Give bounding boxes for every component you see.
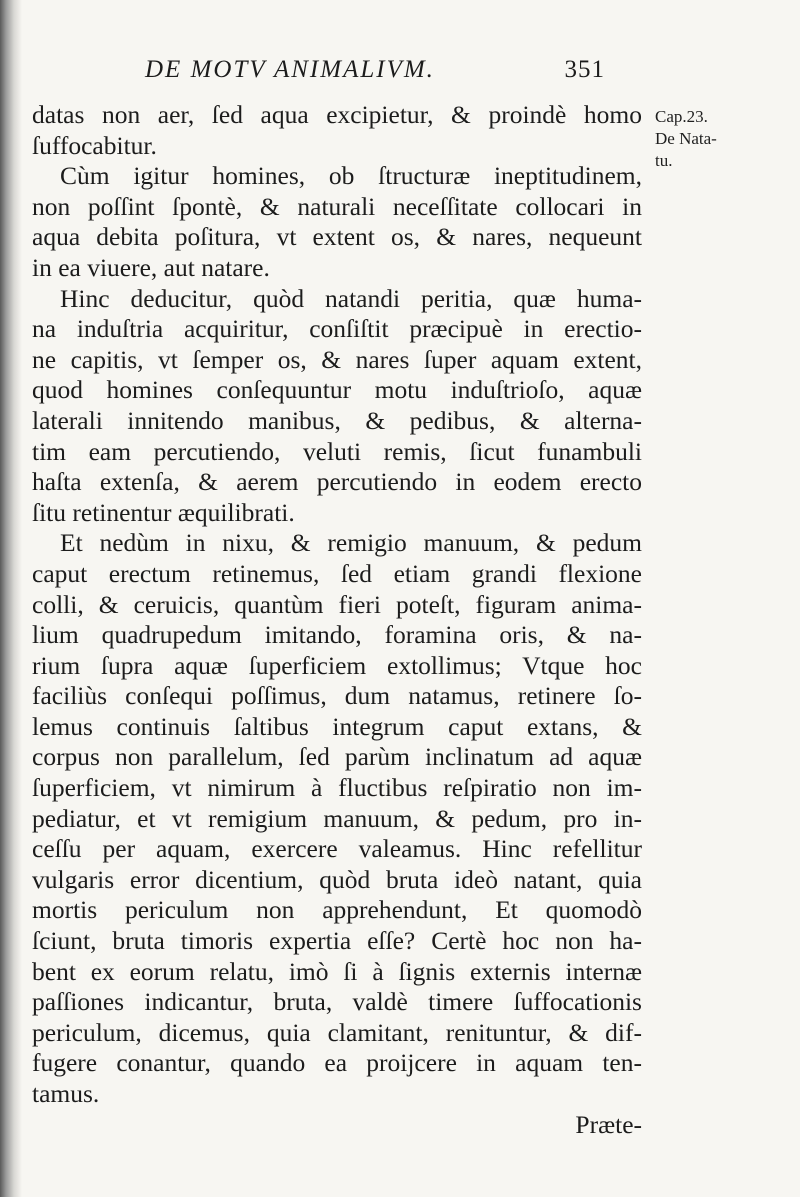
text-line: mortis periculum non apprehendunt, Et quomodò xyxy=(32,895,642,925)
text-line: na induſtria acquiritur, conſiſtit præcipuè in erectio- xyxy=(32,314,642,344)
page-header xyxy=(145,52,605,92)
margin-note-line: De Nata- xyxy=(655,129,717,148)
text-line: colli, & ceruicis, quantùm fieri poteſt, figuram anima- xyxy=(32,589,642,619)
text-line: faciliùs conſequi poſſimus, dum natamus, retinere ſo- xyxy=(32,681,642,711)
page-number: 351 xyxy=(564,56,605,83)
text-line: haſta extenſa, & aerem percutiendo in eodem erecto xyxy=(32,467,642,497)
body-text xyxy=(32,100,642,1139)
text-line: datas non aer, ſed aqua excipietur, & proindè homo xyxy=(32,100,642,129)
binding-gutter xyxy=(0,0,22,1197)
text-line: rium ſupra aquæ ſuperficiem extollimus; Vtque hoc xyxy=(32,650,642,680)
text-line: ceſſu per aquam, exercere valeamus. Hinc refellitur xyxy=(32,834,642,864)
text-line: ſuffocabitur. xyxy=(32,130,157,160)
text-line: caput erectum retinemus, ſed etiam grandi flexione xyxy=(32,558,642,588)
text-line: ſciunt, bruta timoris expertia eſſe? Certè hoc non ha- xyxy=(32,926,642,956)
text-line: Hinc deducitur, quòd natandi peritia, quæ huma- xyxy=(60,283,642,313)
catchword: Præte- xyxy=(575,1109,642,1139)
text-line: tamus. xyxy=(32,1079,100,1108)
text-line: in ea viuere, aut natare. xyxy=(32,252,270,282)
text-line: vulgaris error dicentium, quòd bruta ideò natant, quia xyxy=(32,864,642,894)
text-line: quod homines conſequuntur motu induſtrioſo, aquæ xyxy=(32,375,642,405)
text-line: ſuperficiem, vt nimirum à fluctibus reſpiratio non im- xyxy=(32,773,642,803)
text-line: ne capitis, vt ſemper os, & nares ſuper aquam extent, xyxy=(32,344,642,374)
margin-note xyxy=(655,106,765,172)
margin-note-line: Cap.23. xyxy=(655,107,708,126)
text-line: Cùm igitur homines, ob ſtructuræ ineptitudinem, xyxy=(60,161,642,191)
text-line: fugere conantur, quando ea proijcere in aquam ten- xyxy=(32,1048,642,1078)
text-line: paſſiones indicantur, bruta, valdè timere ſuffocationis xyxy=(32,987,642,1017)
text-line: bent ex eorum relatu, imò ſi à ſignis externis internæ xyxy=(32,956,642,986)
text-line: pediatur, et vt remigium manuum, & pedum, pro in- xyxy=(32,803,642,833)
text-line: laterali innitendo manibus, & pedibus, & alterna- xyxy=(32,405,642,435)
text-line: aqua debita poſitura, vt extent os, & nares, nequeunt xyxy=(32,222,642,252)
margin-note-line: tu. xyxy=(655,151,673,170)
text-line: corpus non parallelum, ſed parùm inclinatum ad aquæ xyxy=(32,742,642,772)
text-line: periculum, dicemus, quia clamitant, renituntur, & dif- xyxy=(32,1017,642,1047)
text-line: non poſſint ſpontè, & naturali neceſſitate collocari in xyxy=(32,191,642,221)
text-line: ſitu retinentur æquilibrati. xyxy=(32,497,295,527)
text-line: Et nedùm in nixu, & remigio manuum, & pedum xyxy=(60,528,642,558)
text-line: lium quadrupedum imitando, foramina oris, & na- xyxy=(32,620,642,650)
text-line: tim eam percutiendo, veluti remis, ſicut funambuli xyxy=(32,436,642,466)
text-line: lemus continuis ſaltibus integrum caput extans, & xyxy=(32,711,642,741)
running-head: DE MOTV ANIMALIVM. xyxy=(145,56,435,83)
